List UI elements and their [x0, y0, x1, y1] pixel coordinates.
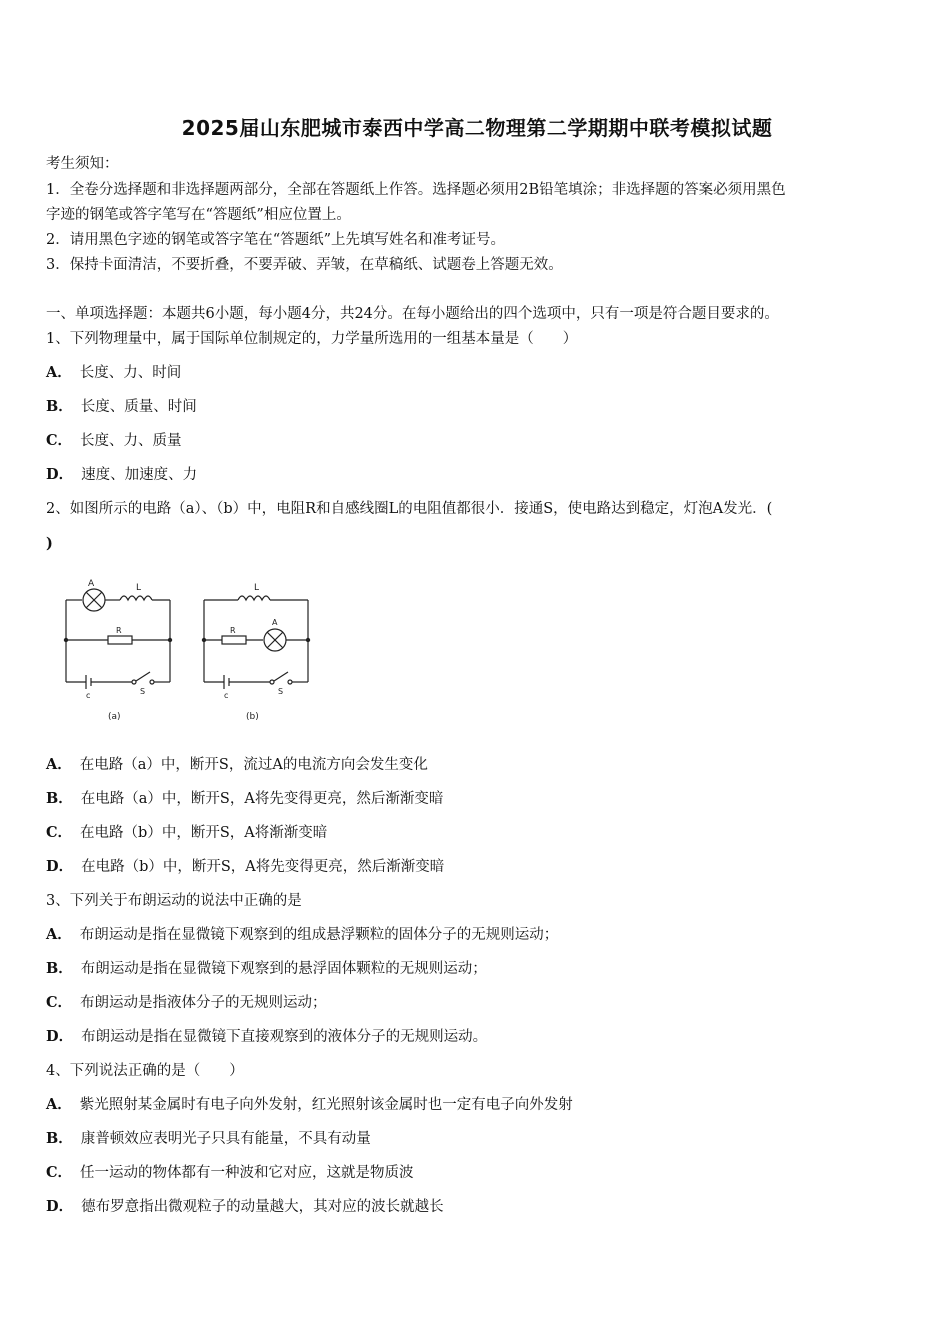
notice-heading: 考生须知： — [46, 156, 119, 172]
question-3-stem: 3、下列关于布朗运动的说法中正确的是 — [46, 893, 302, 909]
label-switch: S — [140, 687, 146, 696]
resistor-icon — [222, 636, 246, 644]
q1-option-b — [46, 395, 197, 416]
option-text: 长度、力、时间 — [79, 365, 182, 381]
circuit-b — [202, 583, 309, 722]
option-letter: A． — [46, 364, 72, 381]
label-switch: S — [278, 687, 284, 696]
notice-item-3: 3．保持卡面清洁，不要折叠，不要弄破、弄皱，在草稿纸、试题卷上答题无效。 — [46, 257, 563, 273]
q3-option-b — [46, 957, 487, 978]
option-letter: A． — [46, 1096, 72, 1113]
option-text: 布朗运动是指液体分子的无规则运动； — [80, 995, 327, 1011]
q2-option-d — [46, 855, 444, 876]
q2-option-a — [46, 753, 428, 774]
label-lamp: A — [272, 618, 278, 627]
inductor-coil-icon — [238, 596, 270, 600]
page-title: 2025届山东肥城市泰西中学高二物理第二学期期中联考模拟试题 — [181, 116, 773, 140]
switch-icon — [274, 672, 288, 681]
caption-b: (b) — [246, 712, 259, 722]
option-text: 布朗运动是指在显微镜下观察到的组成悬浮颗粒的固体分子的无规则运动； — [79, 927, 559, 943]
question-4-stem: 4、下列说法正确的是（ ） — [46, 1063, 244, 1079]
option-letter: A． — [46, 926, 72, 943]
option-letter: D． — [46, 1028, 74, 1045]
option-letter: D． — [46, 1198, 74, 1215]
option-text: 在电路（b）中，断开S，A将先变得更亮，然后渐渐变暗 — [81, 859, 445, 875]
q4-option-d — [46, 1195, 444, 1216]
option-letter: A． — [46, 756, 72, 773]
label-lamp: A — [88, 579, 95, 589]
option-text: 康普顿效应表明光子只具有能量，不具有动量 — [80, 1131, 371, 1147]
q4-option-b — [46, 1127, 371, 1148]
label-battery: c — [224, 691, 229, 700]
option-letter: B． — [46, 1130, 73, 1147]
option-text: 任一运动的物体都有一种波和它对应，这就是物质波 — [80, 1165, 414, 1181]
notice-item-2: 2．请用黑色字迹的钢笔或答字笔在“答题纸”上先填写姓名和准考证号。 — [46, 232, 506, 248]
q2-option-c — [46, 821, 327, 842]
label-battery: c — [86, 691, 91, 700]
q4-option-c — [46, 1161, 414, 1182]
option-letter: B． — [46, 790, 73, 807]
notice-item-1: 1．全卷分选择题和非选择题两部分，全部在答题纸上作答。选择题必须用2B铅笔填涂；非选择题的答案必须用黑色 — [46, 182, 786, 198]
option-letter: D． — [46, 858, 74, 875]
option-text: 速度、加速度、力 — [81, 467, 198, 483]
q1-option-d — [46, 463, 197, 484]
option-letter: B． — [46, 960, 73, 977]
resistor-icon — [108, 636, 132, 644]
option-text: 在电路（a）中，断开S，流过A的电流方向会发生变化 — [79, 757, 428, 773]
option-text: 长度、力、质量 — [80, 433, 182, 449]
label-coil: L — [136, 583, 142, 593]
q1-option-c — [46, 429, 182, 450]
label-resistor: R — [116, 626, 122, 635]
option-text: 在电路（b）中，断开S，A将渐渐变暗 — [80, 825, 328, 841]
option-text: 在电路（a）中，断开S，A将先变得更亮，然后渐渐变暗 — [80, 791, 444, 807]
option-letter: D． — [46, 466, 74, 483]
option-letter: C． — [46, 432, 73, 449]
question-2-stem-line1: 2、如图所示的电路（a）、（b）中，电阻R和自感线圈L的电阻值都很小．接通S，使电路达到稳定，灯泡A发光．( — [46, 501, 773, 517]
option-text: 紫光照射某金属时有电子向外发射，红光照射该金属时也一定有电子向外发射 — [79, 1097, 573, 1113]
option-letter: C． — [46, 1164, 73, 1181]
option-text: 布朗运动是指在显微镜下直接观察到的液体分子的无规则运动。 — [81, 1029, 488, 1045]
q2-option-b — [46, 787, 443, 808]
label-resistor: R — [230, 626, 236, 635]
question-2-stem-line2: ) — [46, 535, 53, 552]
circuit-diagram — [58, 572, 328, 727]
option-text: 布朗运动是指在显微镜下观察到的悬浮固体颗粒的无规则运动； — [80, 961, 487, 977]
section-heading: 一、单项选择题：本题共6小题，每小题4分，共24分。在每小题给出的四个选项中，只有一项是符合题目要求的。 — [46, 306, 779, 322]
q3-option-a — [46, 923, 558, 944]
q1-option-a — [46, 361, 181, 382]
question-1-stem: 1、下列物理量中，属于国际单位制规定的，力学量所选用的一组基本量是（ ） — [46, 331, 578, 347]
option-letter: B． — [46, 398, 73, 415]
switch-icon — [136, 672, 150, 681]
caption-a: (a) — [108, 712, 121, 722]
q3-option-c — [46, 991, 327, 1012]
label-coil: L — [254, 583, 260, 593]
q4-option-a — [46, 1093, 573, 1114]
notice-item-1-cont: 字迹的钢笔或答字笔写在“答题纸”相应位置上。 — [46, 207, 351, 223]
option-text: 德布罗意指出微观粒子的动量越大，其对应的波长就越长 — [81, 1199, 444, 1215]
option-text: 长度、质量、时间 — [80, 399, 197, 415]
option-letter: C． — [46, 994, 73, 1011]
inductor-coil-icon — [120, 596, 152, 600]
q3-option-d — [46, 1025, 487, 1046]
circuit-a — [64, 579, 171, 722]
option-letter: C． — [46, 824, 73, 841]
